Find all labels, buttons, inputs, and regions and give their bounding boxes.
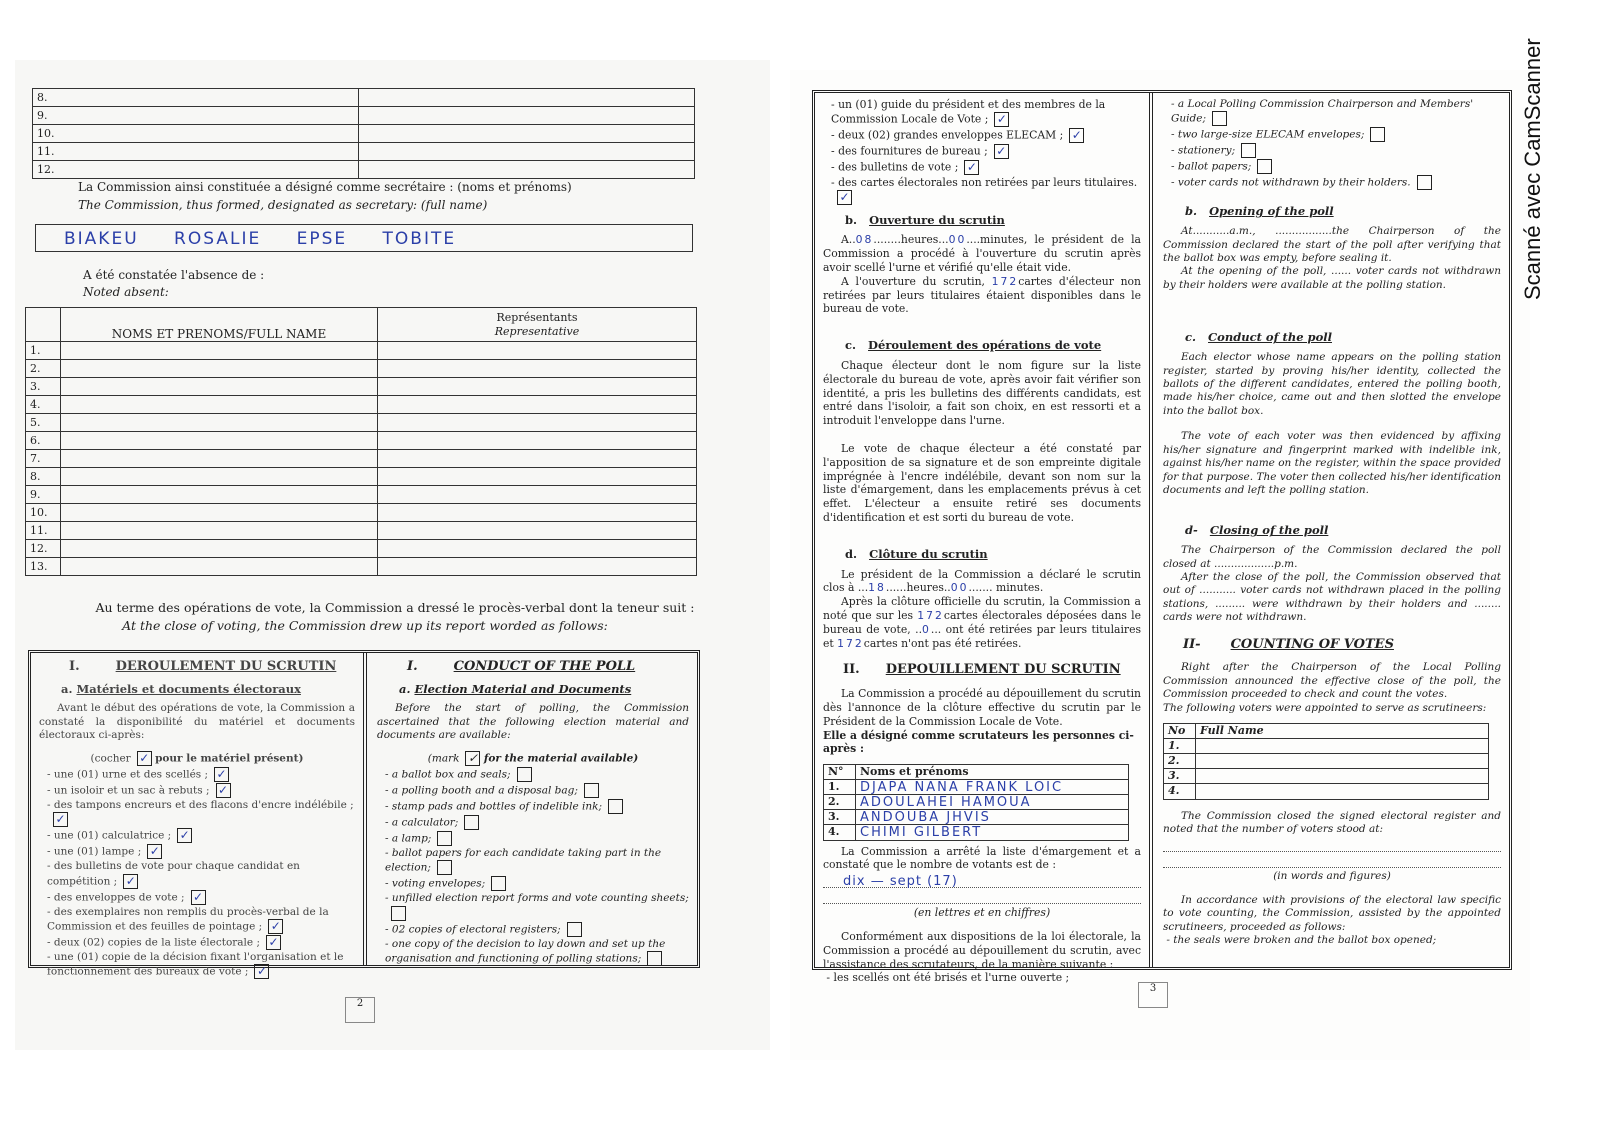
empty-checkbox[interactable] xyxy=(517,767,532,782)
counting-para1-fr: La Commission a procédé au dépouillement du scrutin dès l'annonce de la clôture effective du scrutin par le Président de la Commission Locale de Vote. xyxy=(823,687,1141,728)
row-number: 5. xyxy=(26,414,61,432)
checklist-item: - a Local Polling Commission Chairperson and Members' Guide; xyxy=(1171,98,1474,125)
row-number: 1. xyxy=(824,780,856,795)
mark-instruction-fr: (cocher ✓ pour le matériel présent) xyxy=(90,750,304,765)
scrutineer-name[interactable]: DJAPA NANA FRANK LOIC xyxy=(856,780,1129,795)
table-row xyxy=(33,143,695,161)
checklist-item-label: a calculator; xyxy=(391,816,459,829)
checklist-item: - ballot papers; xyxy=(1171,159,1501,174)
section-conduct-box-continued: - un (01) guide du président et des membres de la Commission Locale de Vote ; ✓ - deux (02) grandes enveloppes ELECAM ; ✓ - des fournitures de bureau ; ✓ - des bulletins de vote ; ✓ - des cartes électorales non retirées par leurs titulaires.✓ b. Ouverture du scrutin A..08........heures...00....minutes, le président de la Commission a procédé à l'ouverture du scrutin après avoir scellé l'urne et vérifié qu'elle était vide. A l'ouverture du scrutin, 172cartes d'électeur non retirées par leurs titulaires étaient disponibles dans le bureau de vote. c. Déroulement des opérations de vote Chaque électeur dont le nom figure sur la liste électorale du bureau de vote, après avoir fait vérifier son identité, a pris les bulletins des différents candidats, est entré dans l'isoloir, a fait son choix, en est ressorti et a introduit l'enveloppe dans l'urne. Le vote de chaque électeur a été constaté par l'apposition de sa signature et de son empreinte digitale imprégnée à l'encre indélébile, devant son nom sur la liste d'émargement, dans les emplacements prévus à cet effet. L'électeur a ensuite retiré ses documents d'identification et est sorti du bureau de vote. d. Clôture du scrutin Le président de la Commission a déclaré le scrutin clos à ...18......heures..00....... minutes. Après la clôture officielle du scrutin, la Commission a noté que sur les 172cartes électorales déposées dans le bureau de vote, ..0... ont été retirées par leurs titulaires et 172cartes n'ont pas été retirées. II. DEPOUILLEMENT DU SCRUTIN La Commission a procédé au dépouillement du scrutin dès l'annonce de la clôture effective du scrutin par le Président de la Commission Locale de Vote. Elle a désigné comme scrutateurs les personnes ci-après : N° Noms et prénoms 1. DJAPA NANA FRANK LOIC 2. ADOULAHEI HAMOUA 3. ANDOUBA JHVIS 4. CHIMI GILBERT La Commission a arrêté la liste d'émargement et a constaté que le nombre de votants est de : dix — sept (17) (en lettres et en chiffres) Conformément aux dispositions de la loi électorale, la Commission a procédé au dépouillement du scrutin, avec l'assistance des scrutateurs, de la manière suivante : - les scellés ont été brisés et l'urne ouverte ; - a Local Polling Commission Chairperson and Members' Guide; - two large-size ELECAM envelopes; - stationery; - ballot papers; - voter cards not withdrawn by their holders. b. Opening of the poll At...........a.m., .................the Chairperson of the Commission declared the start of the poll after verifying that the ballot box was empty, before sealing it. At the opening of the poll, ...... voter cards not withdrawn by their holders were available at the polling station. c. Conduct of the poll Each elector whose name appears on the polling station register, started by proving his/her identity, collected the ballots of the different candidates, entered the polling booth, made his/her choice, came out and then slotted the envelope into the ballot box. The vote of each voter was then evidenced by affixing his/her signature and fingerprint marked with indelible ink, against his/her name on the register, within the space provided for that purpose. The voter then collected his/her identification documents and left the polling station. d- Closing of the poll The Chairperson of the Commission declared the poll closed at ..................p.m. After the close of the poll, the Commission observed that out of ........... voter cards not withdrawn placed in the polling stations, ......... were withdrawn by their holders and ........ cards were not withdrawn. II- COUNTING OF VOTES Right after the Chairperson of the Local Polling Commission announced the effective close of the poll, the Commission proceeded to check and count the votes. The following voters were appointed to serve as scrutineers: No Full Name 1. 2. 3. 4. The Commission closed the signed electoral register and noted that the number of voters stood at: (in words and figures) In accordance with provisions of the electoral law specific to vote counting, the Commission, assisted by the appointed scrutineers, proceeded as follows: - the seals were broken and the ballot box opened; xyxy=(812,90,1512,970)
row-number: 1. xyxy=(1164,739,1196,754)
representative-cell[interactable] xyxy=(378,432,697,450)
subsection-number: a. xyxy=(399,681,411,696)
checklist-item-label: des bulletins de vote ; xyxy=(838,160,959,174)
absent-table xyxy=(25,307,697,576)
checked-checkbox[interactable]: ✓ xyxy=(994,112,1009,127)
row-number: 3. xyxy=(1164,769,1196,784)
checklist-item: - une (01) urne et des scellés ; ✓ xyxy=(47,767,355,782)
empty-checkbox[interactable] xyxy=(1370,127,1385,142)
materials-checklist-en xyxy=(385,767,689,966)
row-number: 2. xyxy=(26,360,61,378)
table-row xyxy=(26,504,697,522)
empty-checkbox[interactable] xyxy=(1241,143,1256,158)
checklist-item: - des enveloppes de vote ; ✓ xyxy=(47,890,355,905)
empty-checkbox[interactable] xyxy=(1417,175,1432,190)
empty-checkbox[interactable] xyxy=(647,951,662,966)
row-number: 12. xyxy=(33,161,359,179)
checked-checkbox[interactable]: ✓ xyxy=(191,890,206,905)
counting-para2-en: The following voters were appointed to serve as scrutineers: xyxy=(1163,701,1487,714)
representative-cell[interactable] xyxy=(378,504,697,522)
mark-instruction-en: (mark ✓ for the material available) xyxy=(427,750,639,765)
checklist-item: - two large-size ELECAM envelopes; xyxy=(1171,127,1501,142)
section-number: I. xyxy=(69,659,80,674)
subsection-title-en: Election Material and Documents xyxy=(414,681,632,696)
empty-checkbox[interactable] xyxy=(1212,111,1227,126)
row-number: 4. xyxy=(26,396,61,414)
checked-checkbox[interactable]: ✓ xyxy=(123,874,138,889)
checklist-item: - deux (02) grandes enveloppes ELECAM ; ✓ xyxy=(831,128,1141,143)
checked-checkbox[interactable]: ✓ xyxy=(216,783,231,798)
table-row xyxy=(33,89,695,107)
page-number: 2 xyxy=(345,997,375,1023)
name-cell[interactable] xyxy=(61,558,378,576)
checked-checkbox[interactable]: ✓ xyxy=(214,767,229,782)
representative-cell[interactable] xyxy=(359,161,695,179)
col-rep-en: Representative xyxy=(494,324,580,338)
table-row xyxy=(33,125,695,143)
scrutineer-name[interactable] xyxy=(1196,784,1489,799)
subsection-number: a. xyxy=(61,681,73,696)
name-cell[interactable] xyxy=(61,468,378,486)
name-cell[interactable] xyxy=(61,522,378,540)
empty-checkbox[interactable] xyxy=(391,906,406,921)
members-table-continued xyxy=(32,88,695,179)
checklist-item: - des cartes électorales non retirées par leurs titulaires.✓ xyxy=(831,175,1138,204)
conduct-title-fr: Déroulement des opérations de vote xyxy=(868,338,1102,353)
table-row xyxy=(26,396,697,414)
checked-checkbox[interactable]: ✓ xyxy=(994,144,1009,159)
row-number: 4. xyxy=(1164,784,1196,799)
scrutineers-table-en: No Full Name 1. 2. 3. 4. xyxy=(1163,723,1489,799)
checklist-item-label: stamp pads and bottles of indelible ink; xyxy=(391,800,603,813)
checklist-item: - voting envelopes; xyxy=(385,876,689,891)
representative-cell[interactable] xyxy=(378,558,697,576)
scrutineer-name[interactable]: CHIMI GILBERT xyxy=(856,825,1129,840)
checklist-item: - une (01) lampe ; ✓ xyxy=(47,844,355,859)
conformity-item-en: - the seals were broken and the ballot box opened; xyxy=(1163,934,1437,947)
scrutineer-name[interactable] xyxy=(1196,739,1489,754)
checklist-item-label: une (01) urne et des scellés ; xyxy=(53,768,209,781)
checklist-item-label: ballot papers; xyxy=(1177,160,1252,173)
table-row xyxy=(26,468,697,486)
row-number: 13. xyxy=(26,558,61,576)
table-row xyxy=(26,540,697,558)
conduct-para2-fr: Le vote de chaque électeur a été constaté par l'apposition de sa signature et de son empreinte digitale imprégnée à l'encre indélébile, devant son nom sur la liste d'émargement, dans les emplacements prévus à cet effet. L'électeur a ensuite retiré ses documents d'identification et est sorti du bureau de vote. xyxy=(823,442,1141,525)
voters-para-fr: La Commission a arrêté la liste d'émargement et a constaté que le nombre de votants est de : xyxy=(823,844,1141,872)
representative-cell[interactable] xyxy=(378,450,697,468)
checklist-item: - des bulletins de vote ; ✓ xyxy=(831,160,1141,175)
left-page xyxy=(15,60,770,1050)
scrutineer-name[interactable]: ADOULAHEI HAMOUA xyxy=(856,795,1129,810)
checklist-item: - a lamp; xyxy=(385,831,689,846)
checklist-item-label: des enveloppes de vote ; xyxy=(53,891,185,904)
row-number: 9. xyxy=(33,107,359,125)
representative-cell[interactable] xyxy=(359,125,695,143)
name-cell[interactable] xyxy=(61,432,378,450)
checklist-item: - voter cards not withdrawn by their holders. xyxy=(1171,175,1501,190)
checklist-item-label: 02 copies of electoral registers; xyxy=(391,923,561,936)
checklist-item: - des tampons encreurs et des flacons d'encre indélébile ;✓ xyxy=(47,798,354,827)
conformity-para-en: In accordance with provisions of the electoral law specific to vote counting, the Commission, assisted by the appointed scrutineers, proceeded as follows: xyxy=(1163,893,1501,933)
checklist-item-label: une (01) copie de la décision fixant l'organisation et le fonctionnement des bureaux de vote ; xyxy=(47,950,344,978)
checklist-item: - une (01) calculatrice ; ✓ xyxy=(47,828,355,843)
counting-para2-fr: Elle a désigné comme scrutateurs les personnes ci-après : xyxy=(823,728,1134,756)
checked-checkbox[interactable]: ✓ xyxy=(147,844,162,859)
name-cell[interactable] xyxy=(61,486,378,504)
checklist-item-label: des fournitures de bureau ; xyxy=(838,144,988,158)
checklist-item-label: one copy of the decision to lay down and set up the organisation and functioning of polling stations; xyxy=(385,937,666,965)
checklist-item: - des exemplaires non remplis du procès-verbal de la Commission et des feuilles de pointage ; ✓ xyxy=(47,905,329,933)
closing-para1-en: The Chairperson of the Commission declared the poll closed at ..................p.m. xyxy=(1163,544,1501,570)
conduct-para1-fr: Chaque électeur dont le nom figure sur la liste électorale du bureau de vote, après avoir fait vérifier son identité, a pris les bulletins des différents candidats, est entré dans l'isoloir, a fait son choix, en est ressorti et a introduit l'enveloppe dans l'urne. xyxy=(823,358,1141,428)
row-number: 9. xyxy=(26,486,61,504)
empty-checkbox[interactable] xyxy=(608,799,623,814)
counting-title-en: COUNTING OF VOTES xyxy=(1230,636,1394,652)
checklist-item-label: une (01) lampe ; xyxy=(53,845,142,858)
table-row xyxy=(26,522,697,540)
table-row xyxy=(26,342,697,360)
checked-checkbox[interactable]: ✓ xyxy=(964,160,979,175)
counting-title-fr: DEPOUILLEMENT DU SCRUTIN xyxy=(885,662,1121,678)
checklist-item-label: des exemplaires non remplis du procès-verbal de la Commission et des feuilles de pointage ; xyxy=(47,905,329,933)
closing-para2-fr: Après la clôture officielle du scrutin, la Commission a noté que sur les 172cartes électorales déposées dans le bureau de vote, ..0... ont été retirées par leurs titulaires et 172cartes n'ont pas été retirées. xyxy=(823,595,1141,650)
section-title-en: CONDUCT OF THE POLL xyxy=(453,659,636,674)
closing-para2-en: After the close of the poll, the Commission observed that out of ........... voter cards not withdrawn placed in the polling stations, ......... were withdrawn by their holders and ........ cards were not withdrawn. xyxy=(1163,571,1501,624)
scrutineers-table-fr: N° Noms et prénoms 1. DJAPA NANA FRANK LOIC 2. ADOULAHEI HAMOUA 3. ANDOUBA JHVIS 4. CHIMI GILBERT xyxy=(823,764,1129,840)
name-cell[interactable] xyxy=(61,414,378,432)
right-page xyxy=(790,70,1530,1060)
representative-cell[interactable] xyxy=(378,540,697,558)
row-number: 10. xyxy=(33,125,359,143)
checklist-item: - a ballot box and seals; xyxy=(385,767,689,782)
opening-title-en: Opening of the poll xyxy=(1209,204,1334,219)
representative-cell[interactable] xyxy=(378,414,697,432)
materials-checklist-en-cont xyxy=(1171,98,1501,190)
subsection-title-fr: Matériels et documents électoraux xyxy=(76,681,301,696)
checklist-item-label: des bulletins de vote pour chaque candidat en compétition ; xyxy=(47,860,300,888)
checklist-item-label: un isoloir et un sac à rebuts ; xyxy=(53,784,210,797)
scrutineer-row xyxy=(824,825,1129,840)
checklist-item: - une (01) copie de la décision fixant l'organisation et le fonctionnement des bureaux de vote ; ✓ xyxy=(47,950,344,979)
checklist-item-label: stationery; xyxy=(1177,144,1236,157)
table-row xyxy=(26,378,697,396)
checklist-item-label: une (01) calculatrice ; xyxy=(53,829,172,842)
table-row xyxy=(26,486,697,504)
checked-checkbox[interactable]: ✓ xyxy=(266,935,281,950)
col-rep-fr: Représentants xyxy=(496,311,578,325)
checked-checkbox[interactable]: ✓ xyxy=(177,828,192,843)
table-row xyxy=(26,450,697,468)
scrutineer-name[interactable] xyxy=(1196,754,1489,769)
words-figures-fr: (en lettres et en chiffres) xyxy=(913,906,1051,920)
section-title-fr: DEROULEMENT DU SCRUTIN xyxy=(115,659,337,674)
scrutineer-row xyxy=(824,810,1129,825)
empty-checkbox[interactable] xyxy=(491,876,506,891)
row-number: 10. xyxy=(26,504,61,522)
checklist-item: - 02 copies of electoral registers; xyxy=(385,922,689,937)
closing-title-fr: Clôture du scrutin xyxy=(869,546,988,561)
checklist-item-label: a ballot box and seals; xyxy=(391,768,511,781)
checklist-item-label: two large-size ELECAM envelopes; xyxy=(1177,128,1365,141)
name-cell[interactable] xyxy=(61,540,378,558)
voters-para-en: The Commission closed the signed electoral register and noted that the number of voters stood at: xyxy=(1163,809,1501,835)
checked-checkbox[interactable]: ✓ xyxy=(837,190,852,205)
closing-para1-fr: Le président de la Commission a déclaré le scrutin clos à ...18......heures..00....... minutes. xyxy=(823,567,1141,595)
row-number: 12. xyxy=(26,540,61,558)
row-number: 8. xyxy=(33,89,359,107)
name-cell[interactable] xyxy=(61,360,378,378)
checklist-item: - unfilled election report forms and vote counting sheets; xyxy=(385,892,689,920)
representative-cell[interactable] xyxy=(378,378,697,396)
scrutineer-row xyxy=(1164,754,1489,769)
opening-title-fr: Ouverture du scrutin xyxy=(869,212,1005,227)
section-conduct-box xyxy=(28,650,700,979)
row-number: 6. xyxy=(26,432,61,450)
checklist-item: - des fournitures de bureau ; ✓ xyxy=(831,144,1141,159)
row-number: 8. xyxy=(26,468,61,486)
section-number: I. xyxy=(407,659,418,674)
empty-checkbox[interactable] xyxy=(437,860,452,875)
row-number: 11. xyxy=(33,143,359,161)
checklist-item: - un (01) guide du président et des membres de la Commission Locale de Vote ; ✓ xyxy=(831,98,1106,126)
checklist-item: - a polling booth and a disposal bag; xyxy=(385,783,689,798)
scrutineer-row xyxy=(1164,739,1489,754)
representative-cell[interactable] xyxy=(359,143,695,161)
name-cell[interactable] xyxy=(61,342,378,360)
conduct-para2-en: The vote of each voter was then evidenced by affixing his/her signature and fingerprint marked with indelible ink, against his/her name on the register, within the space provided for that purpose. The voter then collected his/her identification documents and left the polling station. xyxy=(1163,430,1501,496)
checklist-item-label: voting envelopes; xyxy=(391,877,486,890)
table-row xyxy=(26,432,697,450)
checklist-item-label: un (01) guide du président et des membres de la Commission Locale de Vote ; xyxy=(831,98,1106,126)
name-cell[interactable] xyxy=(61,504,378,522)
row-number: 11. xyxy=(26,522,61,540)
empty-checkbox[interactable] xyxy=(437,831,452,846)
checklist-item: - des bulletins de vote pour chaque candidat en compétition ; ✓ xyxy=(47,860,300,888)
materials-checklist-fr-cont xyxy=(831,98,1141,205)
opening-para2-en: At the opening of the poll, ...... voter cards not withdrawn by their holders were available at the polling station. xyxy=(1163,265,1501,291)
checklist-item-label: voter cards not withdrawn by their holders. xyxy=(1177,176,1411,189)
empty-checkbox[interactable] xyxy=(1257,159,1272,174)
checklist-item-label: a polling booth and a disposal bag; xyxy=(391,784,578,797)
table-row xyxy=(26,558,697,576)
checked-checkbox[interactable]: ✓ xyxy=(268,919,283,934)
table-row xyxy=(33,107,695,125)
checklist-item-label: unfilled election report forms and vote counting sheets; xyxy=(391,892,689,905)
scrutineer-row xyxy=(824,780,1129,795)
row-number: 3. xyxy=(824,810,856,825)
row-number: 2. xyxy=(1164,754,1196,769)
checklist-item: - stationery; xyxy=(1171,143,1501,158)
checked-checkbox[interactable]: ✓ xyxy=(53,812,68,827)
report-intro-fr: Au terme des opérations de vote, la Commission a dressé le procès-verbal dont la teneur suit : xyxy=(95,600,695,615)
representative-cell[interactable] xyxy=(378,342,697,360)
col-full-name: NOMS ET PRENOMS/FULL NAME xyxy=(61,308,378,342)
representative-cell[interactable] xyxy=(378,468,697,486)
scrutineer-row xyxy=(824,795,1129,810)
checklist-item-label: a Local Polling Commission Chairperson and Members' Guide; xyxy=(1171,98,1474,125)
row-number: 7. xyxy=(26,450,61,468)
representative-cell[interactable] xyxy=(378,360,697,378)
table-row xyxy=(33,161,695,179)
checked-checkbox[interactable]: ✓ xyxy=(1069,128,1084,143)
name-cell[interactable] xyxy=(61,378,378,396)
name-cell[interactable] xyxy=(61,450,378,468)
opening-para2-fr: A l'ouverture du scrutin, 172cartes d'électeur non retirées par leurs titulaires étaient disponibles dans le bureau de vote. xyxy=(823,274,1141,316)
opening-para1-fr: A..08........heures...00....minutes, le président de la Commission a procédé à l'ouverture du scrutin après avoir scellé l'urne et vérifié qu'elle était vide. xyxy=(823,233,1141,274)
scrutineer-row xyxy=(1164,769,1489,784)
row-number: 2. xyxy=(824,795,856,810)
empty-checkbox[interactable] xyxy=(464,815,479,830)
absent-label-fr: A été constatée l'absence de : xyxy=(83,268,265,282)
absent-label-en: Noted absent: xyxy=(83,285,169,299)
row-number: 1. xyxy=(26,342,61,360)
camscanner-watermark: Scanné avec CamScanner xyxy=(1520,38,1545,300)
checklist-item-label: deux (02) grandes enveloppes ELECAM ; xyxy=(838,128,1064,142)
table-row xyxy=(26,360,697,378)
name-cell[interactable] xyxy=(61,396,378,414)
checklist-item: - un isoloir et un sac à rebuts ; ✓ xyxy=(47,783,355,798)
checklist-item-label: a lamp; xyxy=(391,832,432,845)
checklist-item: - ballot papers for each candidate taking part in the election; xyxy=(385,846,662,874)
scrutineer-row xyxy=(1164,784,1489,799)
opening-para1-en: At...........a.m., .................the Chairperson of the Commission declared the start of the poll after verifying that the ballot box was empty, before sealing it. xyxy=(1163,225,1501,265)
empty-checkbox[interactable] xyxy=(584,783,599,798)
materials-para-fr: Avant le début des opérations de vote, la Commission a constaté la disponibilité du matériel et documents électoraux ci-après: xyxy=(39,702,355,742)
voters-count-field-fr[interactable]: dix — sept (17) xyxy=(823,874,1141,888)
secretary-label-en: The Commission, thus formed, designated as secretary: (full name) xyxy=(78,198,488,212)
empty-checkbox[interactable] xyxy=(567,922,582,937)
secretary-label-fr: La Commission ainsi constituée a désigné comme secrétaire : (noms et prénoms) xyxy=(78,180,572,194)
representative-cell[interactable] xyxy=(359,107,695,125)
scrutineer-name[interactable] xyxy=(1196,769,1489,784)
report-intro-en: At the close of voting, the Commission drew up its report worded as follows: xyxy=(122,618,608,633)
page-number: 3 xyxy=(1138,982,1168,1008)
checklist-item-label: des tampons encreurs et des flacons d'encre indélébile ; xyxy=(53,798,354,811)
row-number: 4. xyxy=(824,825,856,840)
conduct-para1-en: Each elector whose name appears on the polling station register, started by proving his/her identity, collected the ballots of the different candidates, entered the polling booth, made his/her choice, came out and then slotted the envelope into the ballot box. xyxy=(1163,351,1501,417)
secretary-name-field[interactable]: BIAKEU ROSALIE EPSE TOBITE xyxy=(35,224,693,252)
checklist-item: - one copy of the decision to lay down and set up the organisation and functioning of polling stations; xyxy=(385,937,666,965)
conformity-item-fr: - les scellés ont été brisés et l'urne ouverte ; xyxy=(823,971,1070,985)
closing-title-en: Closing of the poll xyxy=(1209,523,1329,538)
materials-para-en: Before the start of polling, the Commission ascertained that the following election material and documents are available: xyxy=(377,702,689,742)
materials-checklist-fr xyxy=(47,767,355,980)
representative-cell[interactable] xyxy=(378,486,697,504)
checklist-item-label: deux (02) copies de la liste électorale ; xyxy=(53,936,260,949)
checklist-item: - deux (02) copies de la liste électorale ; ✓ xyxy=(47,935,355,950)
conduct-title-en: Conduct of the poll xyxy=(1208,330,1332,345)
row-number: 3. xyxy=(26,378,61,396)
checklist-item: - stamp pads and bottles of indelible ink; xyxy=(385,799,689,814)
table-row xyxy=(26,414,697,432)
checklist-item-label: ballot papers for each candidate taking part in the election; xyxy=(385,846,662,874)
checklist-item-label: des cartes électorales non retirées par leurs titulaires. xyxy=(838,175,1138,189)
representative-cell[interactable] xyxy=(359,89,695,107)
words-figures-en: (in words and figures) xyxy=(1273,870,1391,883)
representative-cell[interactable] xyxy=(378,396,697,414)
voters-count-field-en[interactable] xyxy=(1163,838,1501,852)
representative-cell[interactable] xyxy=(378,522,697,540)
checked-checkbox[interactable]: ✓ xyxy=(254,964,269,979)
scrutineer-name[interactable]: ANDOUBA JHVIS xyxy=(856,810,1129,825)
checklist-item: - a calculator; xyxy=(385,815,689,830)
counting-para1-en: Right after the Chairperson of the Local Polling Commission announced the effective close of the poll, the Commission proceeded to check and count the votes. xyxy=(1163,661,1501,701)
conformity-para-fr: Conformément aux dispositions de la loi électorale, la Commission a procédé au dépouillement du scrutin, avec l'assistance des scrutateurs, de la manière suivante : xyxy=(823,929,1141,971)
